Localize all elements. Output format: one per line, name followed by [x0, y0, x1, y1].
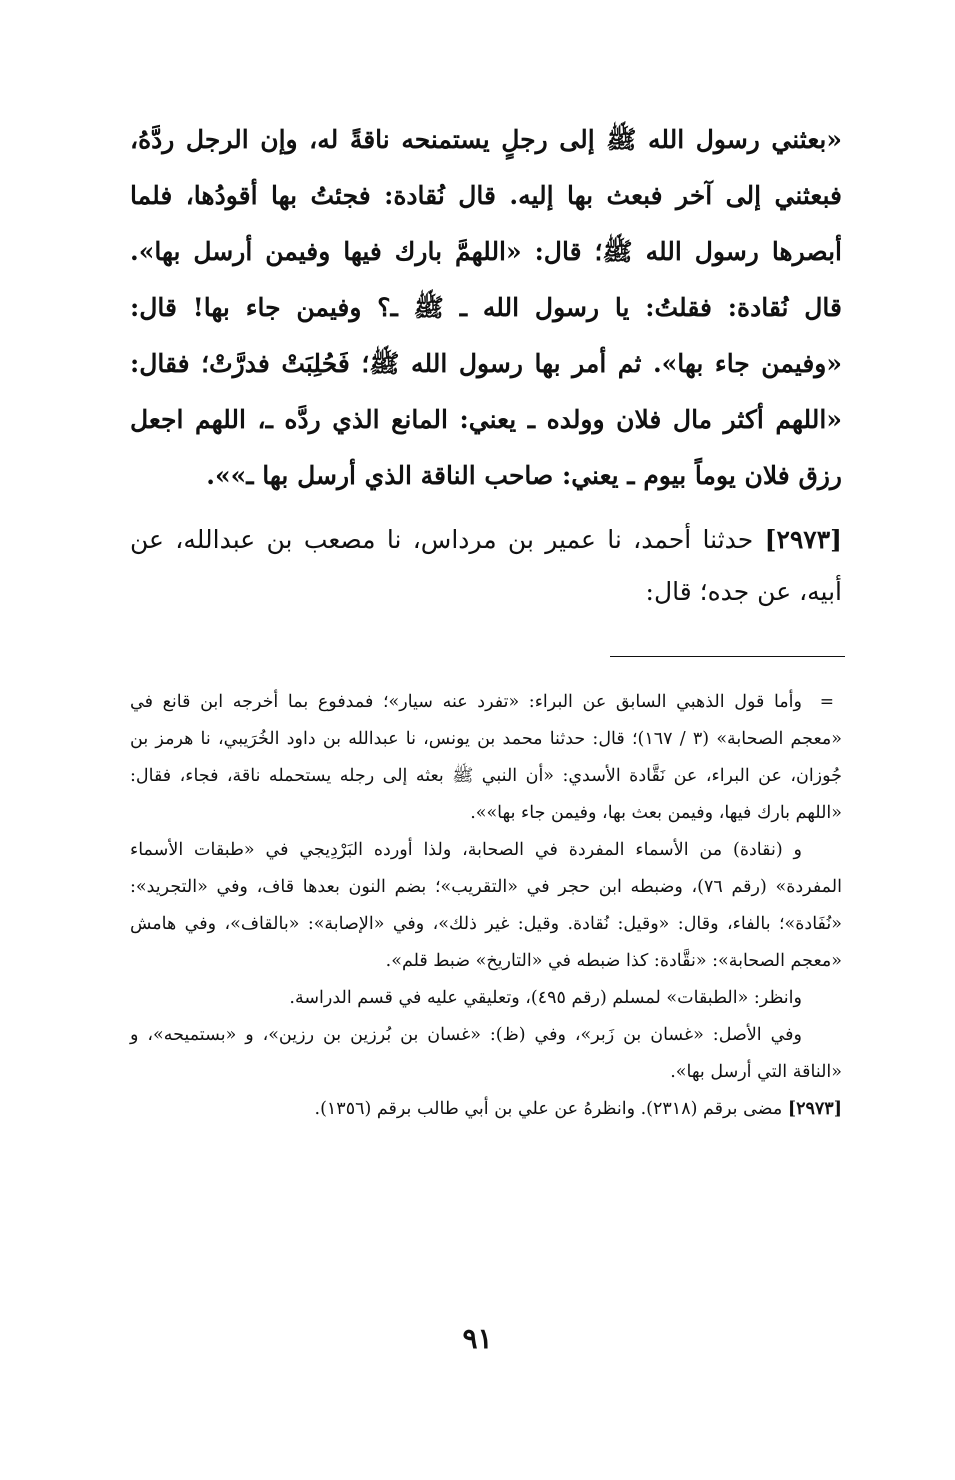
footnote-paragraph	[130, 1017, 842, 1091]
footnote-paragraph	[130, 832, 842, 980]
footnote-hadith-note	[130, 1091, 842, 1128]
footnote-hadith-number: [٢٩٧٣]	[787, 1099, 842, 1119]
hadith-intro	[130, 514, 842, 618]
hadith-number: [٢٩٧٣]	[764, 525, 843, 554]
footnote-paragraph	[130, 684, 842, 832]
footnote-text: وأما قول الذهبي السابق عن البراء: «تفرد عنه سيار»؛ فمدفوع بما أخرجه ابن قانع في «معجم الصحابة» (٣ / ١٦٧)؛ قال: حدثنا محمد بن يونس، نا عبدالله بن داود الخُرَيبي، نا هرمز بن جُوزان، عن البراء، عن نَقَّادة الأسدي: «أن النبي ﷺ بعثه إلى رجله يستحمله ناقة، فجاء، فقال: «اللهم بارك فيها، وفيمن بعث بها، وفيمن جاء بها»».	[130, 692, 842, 823]
footnote-paragraph	[130, 980, 842, 1017]
footnote-text: و (نقادة) من الأسماء المفردة في الصحابة، ولذا أورده البَرْدِيجي في «طبقات الأسماء المفردة» (رقم ٧٦)، وضبطه ابن حجر في «التقريب»؛ بضم النون بعدها قاف، وفي «التجريد»: «نُفَادة»؛ بالفاء، وقال: «وقيل: نُقادة. وقيل: غير ذلك»، وفي «الإصابة»: «بالقاف»، وفي هامش «معجم الصحابة»: «نقَّادة: كذا ضبطه في «التاريخ» ضبط قلم».	[130, 840, 842, 971]
page-number: ٩١	[462, 1322, 493, 1355]
footnotes	[130, 684, 842, 1128]
footnote-separator	[610, 656, 845, 657]
continuation-mark: =	[819, 692, 834, 712]
main-text: «بعثني رسول الله ﷺ إلى رجلٍ يستمنحه ناقةً له، وإن الرجل ردَّهُ، فبعثني إلى آخر فبعث بها إليه. قال نُقادة: فجئتُ بها أقودُها، فلما أبصرها رسول الله ﷺ؛ قال: «اللهمَّ بارك فيها وفيمن أرسل بها». قال نُقادة: فقلتُ: يا رسول الله ـ ﷺ ـ؟ وفيمن جاء بها! قال: «وفيمن جاء بها». ثم أمر بها رسول الله ﷺ؛ فَحُلِبَتْ فدرَّتْ؛ فقال: «اللهم أكثر مال فلان وولده ـ يعني: المانع الذي ردَّه ـ، اللهم اجعل رزق فلان يوماً بيوم ـ يعني: صاحب الناقة الذي أرسل بها ـ»».	[130, 125, 842, 490]
footnote-hadith-text: مضى برقم (٢٣١٨). وانظرهُ عن علي بن أبي طالب برقم (١٣٥٦).	[314, 1099, 783, 1119]
footnote-text: وانظر: «الطبقات» لمسلم (رقم ٤٩٥)، وتعليقي عليه في قسم الدراسة.	[289, 988, 802, 1008]
hadith-text: حدثنا أحمد، نا عمير بن مرداس، نا مصعب بن عبدالله، عن أبيه، عن جده؛ قال:	[130, 525, 842, 606]
footnote-text: وفي الأصل: «غسان بن زَبر»، وفي (ظ): «غسان بن بُرزين بن رزين»، و «بستميحه»، و «الناقة التي أرسل بها».	[130, 1025, 842, 1082]
